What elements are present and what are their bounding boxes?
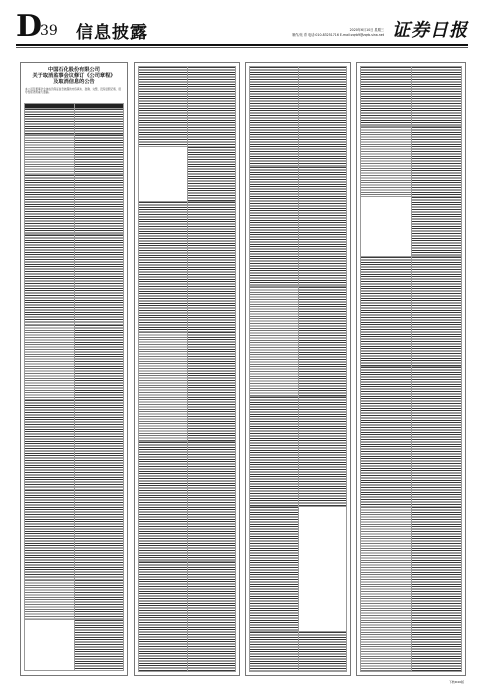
table-cell (75, 235, 124, 325)
table-cell (299, 287, 347, 397)
page-number: 39 (40, 23, 58, 39)
table-cell (412, 367, 462, 507)
table-cell (75, 175, 124, 235)
table-cell (25, 325, 75, 400)
table-cell (299, 397, 347, 507)
table-cell (75, 135, 124, 175)
table-cell (25, 490, 75, 580)
article-title (25, 67, 123, 85)
table-cell (139, 332, 188, 442)
table-cell (25, 109, 75, 135)
table-cell (250, 167, 299, 287)
table-cell (361, 67, 412, 127)
table-cell (412, 67, 462, 127)
table-cell (250, 632, 299, 672)
table-cell (188, 147, 236, 202)
table-cell (361, 257, 412, 367)
column-3 (245, 62, 351, 676)
table-cell (75, 620, 124, 671)
table-cell (361, 127, 412, 197)
section-title: 信息披露 (76, 23, 148, 43)
continued-note: 下转D40版 (448, 680, 464, 684)
masthead-rule (16, 44, 468, 46)
table-cell (139, 202, 188, 332)
table-cell-empty (25, 620, 75, 671)
table-cell (412, 127, 462, 197)
table-cell (299, 67, 347, 167)
table-cell (412, 257, 462, 367)
table-cell (299, 167, 347, 287)
table-cell-empty (299, 507, 347, 632)
table-cell (412, 197, 462, 257)
table-cell (250, 397, 299, 507)
table-cell (139, 442, 188, 562)
table-cell (412, 507, 462, 672)
table-cell (188, 562, 236, 672)
masthead-rule-thin (16, 47, 468, 48)
table-cell (139, 562, 188, 672)
table-cell (299, 632, 347, 672)
table-cell (25, 580, 75, 620)
page-letter: D (16, 9, 43, 44)
table-cell (75, 109, 124, 135)
table-cell (75, 325, 124, 400)
table-cell (188, 442, 236, 562)
table-cell (361, 367, 412, 507)
table-cell (75, 490, 124, 580)
table-cell (75, 400, 124, 490)
table-cell (361, 507, 412, 672)
table-cell (25, 135, 75, 175)
date-line: 2020年6月10日 星期三 (349, 28, 384, 32)
table-cell (250, 507, 299, 632)
amendment-table-continued (138, 66, 236, 672)
column-2 (134, 62, 240, 676)
table-cell (250, 67, 299, 167)
table-cell (188, 332, 236, 442)
table-cell (25, 235, 75, 325)
table-cell (250, 287, 299, 397)
column-1 (20, 62, 128, 676)
amendment-table-continued (249, 66, 347, 672)
title-line-2: 关于取消监事会议修订《公司章程》 (32, 73, 116, 79)
table-cell (139, 67, 188, 147)
contact-line: 制作/吴 青 电话:010-83251716 E-mail:zqrb9@zqrb.sina.net (292, 33, 384, 37)
title-line-3: 及取消信息的公告 (53, 79, 95, 85)
newspaper-logo: 证券日报 (392, 20, 468, 41)
masthead (16, 9, 468, 44)
table-cell (25, 400, 75, 490)
table-cell (25, 175, 75, 235)
title-line-1: 中国石化股份有限公司 (48, 67, 100, 73)
column-4 (356, 62, 466, 676)
table-cell (75, 580, 124, 620)
amendment-table (24, 103, 124, 671)
table-cell (188, 67, 236, 147)
article-notice: 本公司及董事会全体成员保证信息披露的内容真实、准确、完整，没有虚假记载、误导性陈述或重大遗漏。 (25, 88, 121, 94)
amendment-table-continued (360, 66, 462, 672)
table-cell-empty (361, 197, 412, 257)
table-cell (188, 202, 236, 332)
table-cell-empty (139, 147, 188, 202)
